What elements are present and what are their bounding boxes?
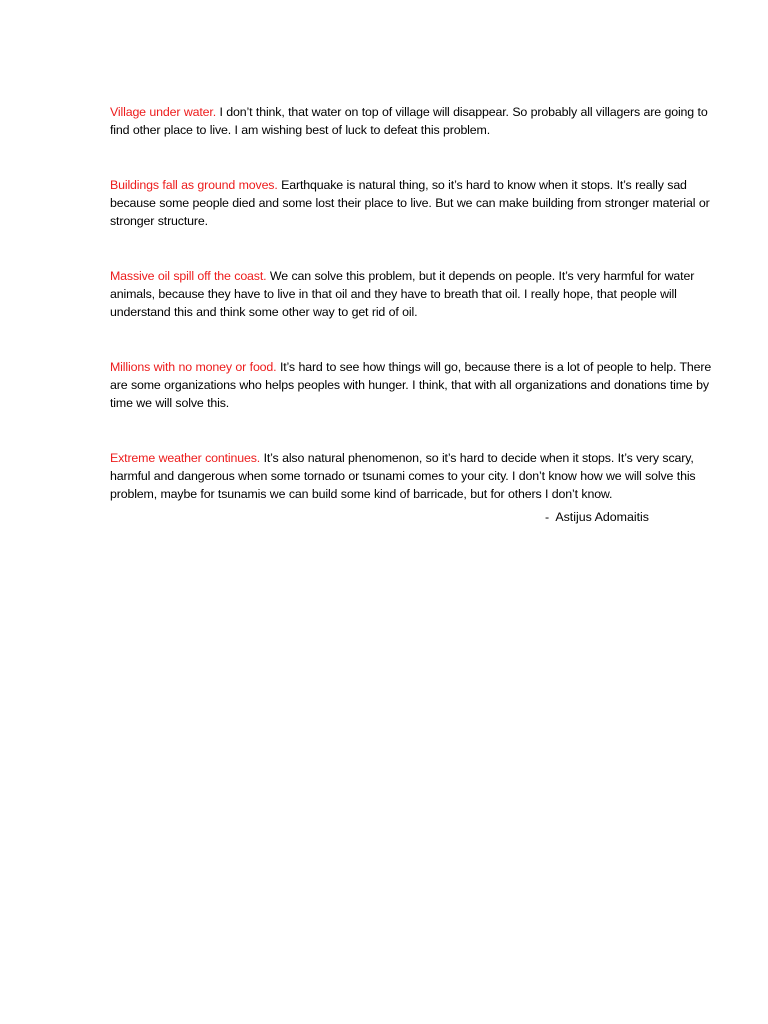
author-signature: - Astijus Adomaitis bbox=[545, 510, 649, 524]
paragraph-text: Earthquake is natural thing, so it’s hard to know when it stops. It’s really sad because some people died and some lost their place to live. But we can make building from stronger material or stronger structure. bbox=[110, 178, 710, 228]
paragraph-text: It’s also natural phenomenon, so it’s hard to decide when it stops. It’s very scary, harmful and dangerous when some tornado or tsunami comes to your city. I don’t know how we will solve this problem, maybe for tsunamis we can build some kind of barricade, but for others I don’t know. bbox=[110, 451, 696, 501]
paragraph-heading: Millions with no money or food. bbox=[110, 360, 277, 374]
paragraph-heading: Village under water. bbox=[110, 105, 217, 119]
paragraph-text: I don’t think, that water on top of village will disappear. So probably all villagers are going to find other place to live. I am wishing best of luck to defeat this problem. bbox=[110, 105, 708, 137]
paragraph-village bbox=[110, 103, 725, 139]
paragraph-heading: Buildings fall as ground moves. bbox=[110, 178, 278, 192]
paragraph-buildings bbox=[110, 176, 725, 230]
paragraph-text: We can solve this problem, but it depends on people. It’s very harmful for water animals, because they have to live in that oil and they have to breath that oil. I really hope, that people will understand this and think some other way to get rid of oil. bbox=[110, 269, 695, 319]
paragraph-money-food bbox=[110, 358, 725, 412]
paragraph-heading: Massive oil spill off the coast. bbox=[110, 269, 267, 283]
paragraph-oil-spill bbox=[110, 267, 725, 321]
paragraph-heading: Extreme weather continues. bbox=[110, 451, 261, 465]
document-body bbox=[110, 103, 725, 540]
paragraph-text: It’s hard to see how things will go, because there is a lot of people to help. There are some organizations who helps peoples with hunger. I think, that with all organizations and donations time by time we will solve this. bbox=[110, 360, 712, 410]
paragraph-weather bbox=[110, 449, 725, 503]
